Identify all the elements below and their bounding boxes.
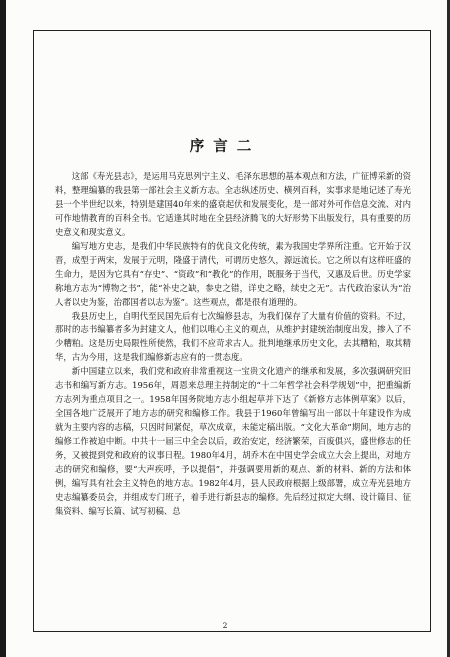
paragraph: 编写地方史志，是我们中华民族特有的优良文化传统，素为我国史学界所注重。它开始于汉晋，成型于两宋，发展于元明，隆盛于清代，可谓历史悠久，源远流长。它之所以有这样旺盛的生命力，是因为它具有“存史”、“资政”和“教化”的作用，既服务于当代，又惠及后世。历史学家称地方志为“博物之书”，能“补史之缺，参史之错，详史之略，续史之无”。古代政治家认为“治人者以史为鉴，治郡国者以志为鉴”。这些观点，都是很有道理的。: [55, 240, 411, 307]
page-title: 序言二: [189, 138, 261, 155]
page-number: 2: [222, 621, 228, 630]
paragraph: 新中国建立以来，我们党和政府非常重视这一宝贵文化遗产的继承和发展，多次强调研究旧志书和编写新方志。1956年，周恩来总理主持制定的“十二年哲学社会科学规划”中，把重编新方志列为重点项目之一。1958年国务院地方志小组起草并下达了《新修方志体例草案》以后，全国各地广泛展开了地方志的研究和编修工作。我县于1960年曾编写出一部以十年建设作为成就为主要内容的志稿，只因时间紧促，草次成章，未能定稿出版。“文化大革命”期间，地方志的编修工作被迫中断。中共十一届三中全会以后，政治安定，经济繁荣，百废俱兴，盛世修志的任务，又被提到党和政府的议事日程。1980年4月，胡乔木在中国史学会成立大会上提出，对地方志的研究和编修，要“大声疾呼，予以提倡”，并强调要用新的观点、新的材料、新的方法和体例，编写具有社会主义特色的地方志。1982年4月，县人民政府根据上级部署，成立寿光县地方史志编纂委员会，并组成专门班子，着手进行新县志的编修。先后经过拟定大纲、设计篇目、征集资料、编写长篇、试写初稿、总: [55, 366, 411, 516]
paragraph: 这部《寿光县志》，是运用马克思列宁主义、毛泽东思想的基本观点和方法，广征博采新的资料，整理编纂的我县第一部社会主义新方志。全志纵述历史、横列百科，实事求是地记述了寿光县一个半世纪以来，特别是建国40年来的盛衰起伏和发展变化，是一部对外可作信息交流、对内可作地情教育的百科全书。它适逢其时地在全县经济腾飞的大好形势下出版发行，具有重要的历史意义和现实意义。: [55, 171, 411, 237]
body-text: [55, 170, 411, 519]
scan-edge-left: [0, 0, 6, 657]
paragraph: 我县历史上，自明代至民国先后有七次编修县志，为我们保存了大量有价值的资料。不过，那时的志书编纂者多为封建文人，他们以唯心主义的观点，从维护封建统治制度出发，掺入了不少糟粕。这是历史局限性所使然，我们不应苛求古人。批判地继承历史文化，去其糟粕，取其精华，古为今用，这是我们编修新志应有的一贯态度。: [55, 310, 411, 363]
